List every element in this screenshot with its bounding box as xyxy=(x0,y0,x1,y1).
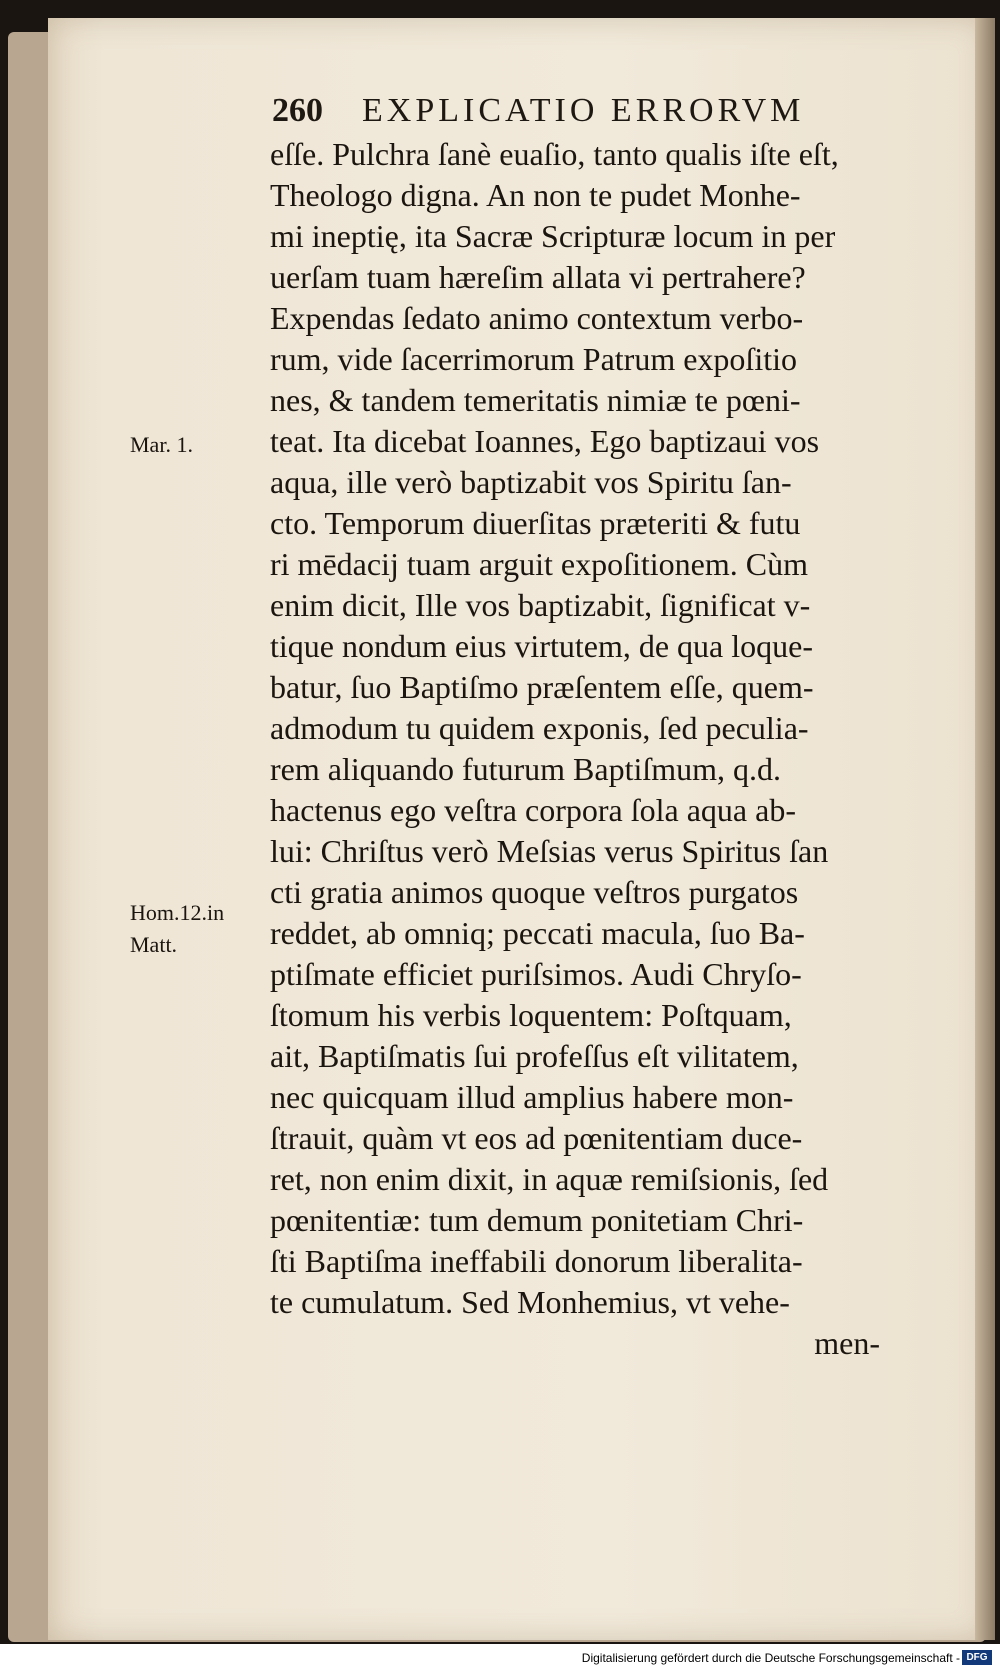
text-line: nes, & tandem temeritatis nimiæ te pœni- xyxy=(270,382,801,418)
text-line: rum, vide ſacerrimorum Patrum expoſitio xyxy=(270,341,797,377)
body-text xyxy=(270,134,930,1364)
text-line: batur, ſuo Baptiſmo præſentem eſſe, quem- xyxy=(270,669,814,705)
dfg-logo-icon[interactable]: DFG xyxy=(962,1650,992,1665)
text-line: te cumulatum. Sed Monhemius, vt vehe- xyxy=(270,1284,790,1320)
text-line: mi ineptię, ita Sacræ Scripturæ locum in per xyxy=(270,218,836,254)
text-line: ſti Baptiſma ineffabili donorum liberalita- xyxy=(270,1243,803,1279)
text-line: eſſe. Pulchra ſanè euaſio, tanto qualis iſte eſt, xyxy=(270,136,839,172)
text-line: cto. Temporum diuerſitas præteriti & futu xyxy=(270,505,801,541)
page-fore-edge xyxy=(975,18,995,1640)
text-line: ſtomum his verbis loquentem: Poſtquam, xyxy=(270,997,792,1033)
text-line: ait, Baptiſmatis ſui profeſſus eſt vilitatem, xyxy=(270,1038,799,1074)
digitization-credit: Digitalisierung gefördert durch die Deutsche Forschungsgemeinschaft - xyxy=(581,1651,960,1665)
text-line: ptiſmate efficiet puriſsimos. Audi Chryſo- xyxy=(270,956,802,992)
text-line: ſtrauit, quàm vt eos ad pœnitentiam duce- xyxy=(270,1120,803,1156)
text-line: cti gratia animos quoque veſtros purgatos xyxy=(270,874,799,910)
text-line: nec quicquam illud amplius habere mon- xyxy=(270,1079,794,1115)
text-line: uerſam tuam hæreſim allata vi pertrahere? xyxy=(270,259,806,295)
text-line: teat. Ita dicebat Ioannes, Ego baptizaui vos xyxy=(270,423,820,459)
text-line: Expendas ſedato animo contextum verbo- xyxy=(270,300,804,336)
marginal-note-mar: Mar. 1. xyxy=(130,432,193,457)
text-line: lui: Chriſtus verò Meſsias verus Spiritus ſan xyxy=(270,833,829,869)
text-line: pœnitentiæ: tum demum ponitetiam Chri- xyxy=(270,1202,804,1238)
marginal-note-hom: Hom.12.in xyxy=(130,900,225,925)
text-line: tique nondum eius virtutem, de qua loque- xyxy=(270,628,813,664)
text-line: ri mēdacij tuam arguit expoſitionem. Cùm xyxy=(270,546,808,582)
text-line: rem aliquando futurum Baptiſmum, q.d. xyxy=(270,751,782,787)
text-line: reddet, ab omniq; peccati macula, ſuo Ba- xyxy=(270,915,805,951)
page-number: 260 xyxy=(272,92,323,129)
marginal-note-matt: Matt. xyxy=(130,932,178,957)
catchword: men- xyxy=(814,1325,880,1361)
text-line: enim dicit, Ille vos baptizabit, ſignificat v- xyxy=(270,587,811,623)
running-head xyxy=(272,92,912,136)
text-line: aqua, ille verò baptizabit vos Spiritu ſan- xyxy=(270,464,792,500)
text-line: hactenus ego veſtra corpora ſola aqua ab- xyxy=(270,792,796,828)
text-line: ret, non enim dixit, in aquæ remiſsionis, ſed xyxy=(270,1161,829,1197)
running-title: EXPLICATIO ERRORVM xyxy=(362,92,805,129)
text-line: admodum tu quidem exponis, ſed peculia- xyxy=(270,710,809,746)
text-line: Theologo digna. An non te pudet Monhe- xyxy=(270,177,801,213)
